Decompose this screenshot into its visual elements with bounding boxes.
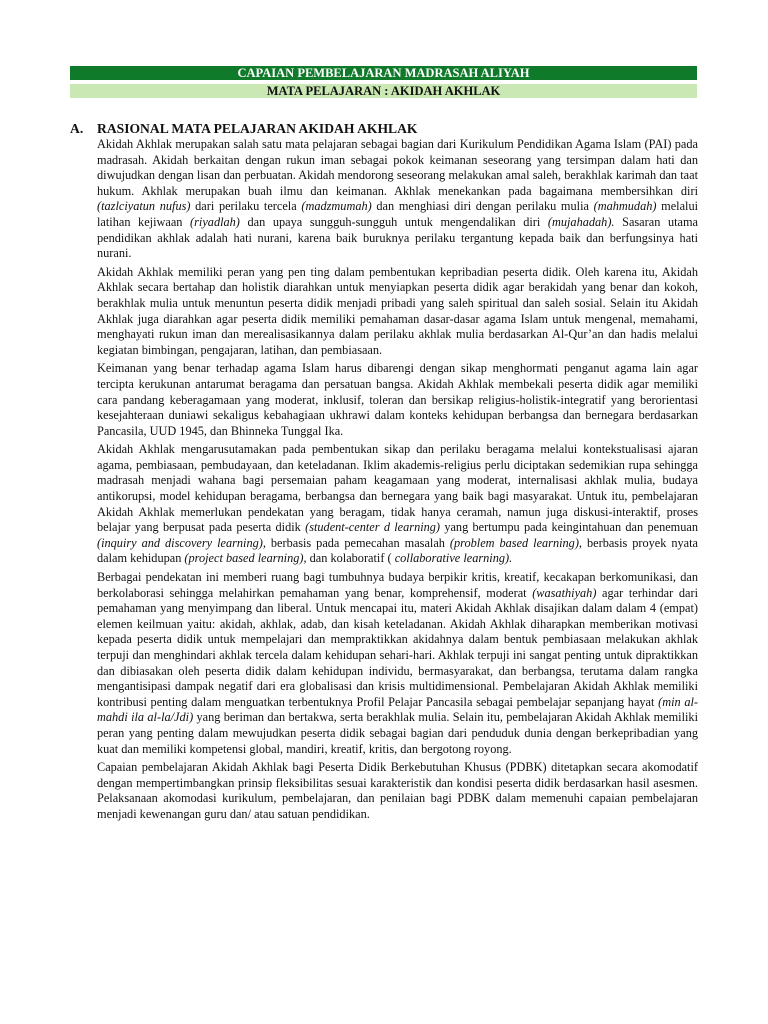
paragraph-2: Akidah Akhlak memiliki peran yang pen ting dalam pembentukan kepribadian peserta didik. Oleh karena itu, Akidah Akhlak secara bertahap dan holistik diarahkan untuk menyiapkan peserta didik agar berakidah yang benar dan kokoh, berakhlak mulia untuk menuntun peserta didik menjadi pribadi yang saleh spiritual dan saleh sosial. Selain itu Akidah Akhlak juga diarahkan agar peserta didik memiliki pemahaman dasar-dasar agama Islam untuk mengenal, memahami, menghayati rukun iman dan merealisasikannya dalam perilaku akhlak mulia berdasarkan Al-Qur’an dan hadis melalui kegiatan bimbingan, pengajaran, latihan, dan pembiasaan. <box>97 264 698 357</box>
page-title-banner: CAPAIAN PEMBELAJARAN MADRASAH ALIYAH <box>70 66 697 80</box>
text-run: agar terhindar dari pemahaman yang menyimpang dan liberal. Untuk mencapai itu, materi Akidah Akhlak disajikan dalam dalam 4 (empat) elemen keilmuan yaitu: akidah, akhlak, adab, dan kisah keteladanan. Akidah Akhlak diharapkan memberikan motivasi kepada peserta didik untuk mempelajari dan mempraktikkan akidahnya dalam bentuk pembiasaan melakukan akhlak terpuji dan menghindari akhlak tercela dalam kehidupan sehari-hari. Akhlak terpuji ini sangat penting untuk dipraktikkan dan dibiasakan oleh peserta didik dalam kehidupan individu, bermasyarakat, dan berbangsa, terutama dalam rangka mengantisipasi dampak negatif dari era globalisasi dan krisis multidimensional. Pembelajaran Akidah Akhlak memiliki kontribusi penting dalam menguatkan terbentuknya Profil Pelajar Pancasila sebagai pembelajar sepanjang hayat <box>97 585 698 709</box>
paragraph-5 <box>97 570 698 757</box>
italic-term: (riyadlah) <box>190 214 240 229</box>
paragraph-4 <box>97 442 698 567</box>
italic-term: (mujahadah). <box>547 214 615 229</box>
text-run: dari perilaku tercela <box>190 199 302 214</box>
subject-banner: MATA PELAJARAN : AKIDAH AKHLAK <box>70 84 697 98</box>
italic-term: (problem based learning), <box>449 535 583 550</box>
text-run: Sasaran utama pendidikan akhlak adalah hati nurani, karena baik buruknya perilaku tergantung kepada baik dan berfungsinya hati nurani. <box>97 214 698 261</box>
paragraph-3: Keimanan yang benar terhadap agama Islam harus dibarengi dengan sikap menghormati penganut agama lain agar tercipta kerukunan antarumat beragama dan persatuan bangsa. Akidah Akhlak membekali peserta didik agar memiliki cara pandang keberagamaan yang moderat, inklusif, toleran dan bersikap religius-holistik-integratif yang berorientasi kesejahteraan duniawi sekaligus kebahagiaan ukhrawi dalam konteks kehidupan berbangsa dan bernegara berdasarkan Pancasila, UUD 1945, dan Bhinneka Tunggal Ika. <box>97 361 698 438</box>
text-run: yang bertumpu pada keingintahuan dan penemuan <box>440 520 698 535</box>
italic-term: (madzmumah) <box>301 199 372 214</box>
text-run: berbasis pada pemecahan masalah <box>265 535 450 550</box>
text-run: yang beriman dan bertakwa, serta berakhlak mulia. Selain itu, pembelajaran Akidah Akhlak memiliki peran yang penting dalam mewujudkan peserta didik sebagai bagian dari penduduk dunia dengan berkepribadian yang kuat dan memiliki kompetensi global, mandiri, kreatif, kritis, dan bergotong royong. <box>97 710 698 756</box>
italic-term: (inquiry and discovery learning), <box>97 535 266 550</box>
text-run: melalui latihan kejiwaan <box>97 199 699 229</box>
section-letter: A. <box>70 121 84 136</box>
italic-term: (min al-mahdi ila al-la/Jdi) <box>97 694 698 725</box>
section-heading <box>70 121 418 137</box>
text-run: dan kolaboratif ( <box>306 551 395 566</box>
text-run: dan upaya sungguh-sungguh untuk mengendalikan diri <box>239 214 548 229</box>
italic-term: collaborative learning). <box>394 551 513 566</box>
text-run: Akidah Akhlak mengarusutamakan pada pembentukan sikap dan perilaku beragama melalui kontekstualisasi ajaran agama, pembiasaan, pembudayaan, dan keteladanan. Iklim akademis-religius perlu diciptakan sedemikian rupa sehingga madrasah menjadi wahana bagi persemaian paham keagamaan yang moderat, internalisasi akhlak mulia, budaya antikorupsi, model kehidupan beragama, berbangsa dan bernegara yang baik bagi masyarakat. Untuk itu, pembelajaran Akidah Akhlak memerlukan pendekatan yang beragam, tidak hanya ceramah, namun juga diskusi-interaktif, proses belajar yang berpusat pada peserta didik <box>97 442 698 535</box>
text-run: Berbagai pendekatan ini memberi ruang bagi tumbuhnya budaya berpikir kritis, kreatif, kecakapan berkomunikasi, dan berkolaborasi sehingga melahirkan pemahaman yang benar, komprehensif, moderat <box>97 570 698 600</box>
section-body <box>97 137 698 826</box>
paragraph-1 <box>97 137 698 262</box>
italic-term: (tazlciyatun nufus) <box>97 199 191 214</box>
text-run: dan menghiasi diri dengan perilaku mulia <box>371 199 594 214</box>
section-title: RASIONAL MATA PELAJARAN AKIDAH AKHLAK <box>97 121 418 136</box>
text-run: Akidah Akhlak merupakan salah satu mata pelajaran sebagai bagian dari Kurikulum Pendidikan Agama Islam (PAI) pada madrasah. Akidah berkaitan dengan rukun iman sebagai pokok keimanan seseorang yang tersimpan dalam hati dan diwujudkan dengan lisan dan perbuatan. Akidah mendorong seseorang melakukan amal saleh, berakhlak karimah dan taat hukum. Akhlak merupakan buah ilmu dan keimanan. Akhlak menekankan pada bagaimana membersihkan diri <box>97 137 698 198</box>
italic-term: (project based learning), <box>184 551 307 566</box>
italic-term: (student-center d learning) <box>305 520 441 535</box>
italic-term: (mahmudah) <box>593 199 657 214</box>
italic-term: (wasathiyah) <box>532 585 597 600</box>
paragraph-6: Capaian pembelajaran Akidah Akhlak bagi Peserta Didik Berkebutuhan Khusus (PDBK) ditetapkan secara akomodatif dengan mempertimbangkan prinsip fleksibilitas sesuai karakteristik dan kondisi peserta didik berdasarkan hasil asesmen. Pelaksanaan akomodasi kurikulum, pembelajaran, dan penilaian bagi PDBK dalam memenuhi capaian pembelajaran menjadi kewenangan guru dan/ atau satuan pendidikan. <box>97 760 698 821</box>
text-run: berbasis proyek nyata dalam kehidupan <box>97 535 699 566</box>
